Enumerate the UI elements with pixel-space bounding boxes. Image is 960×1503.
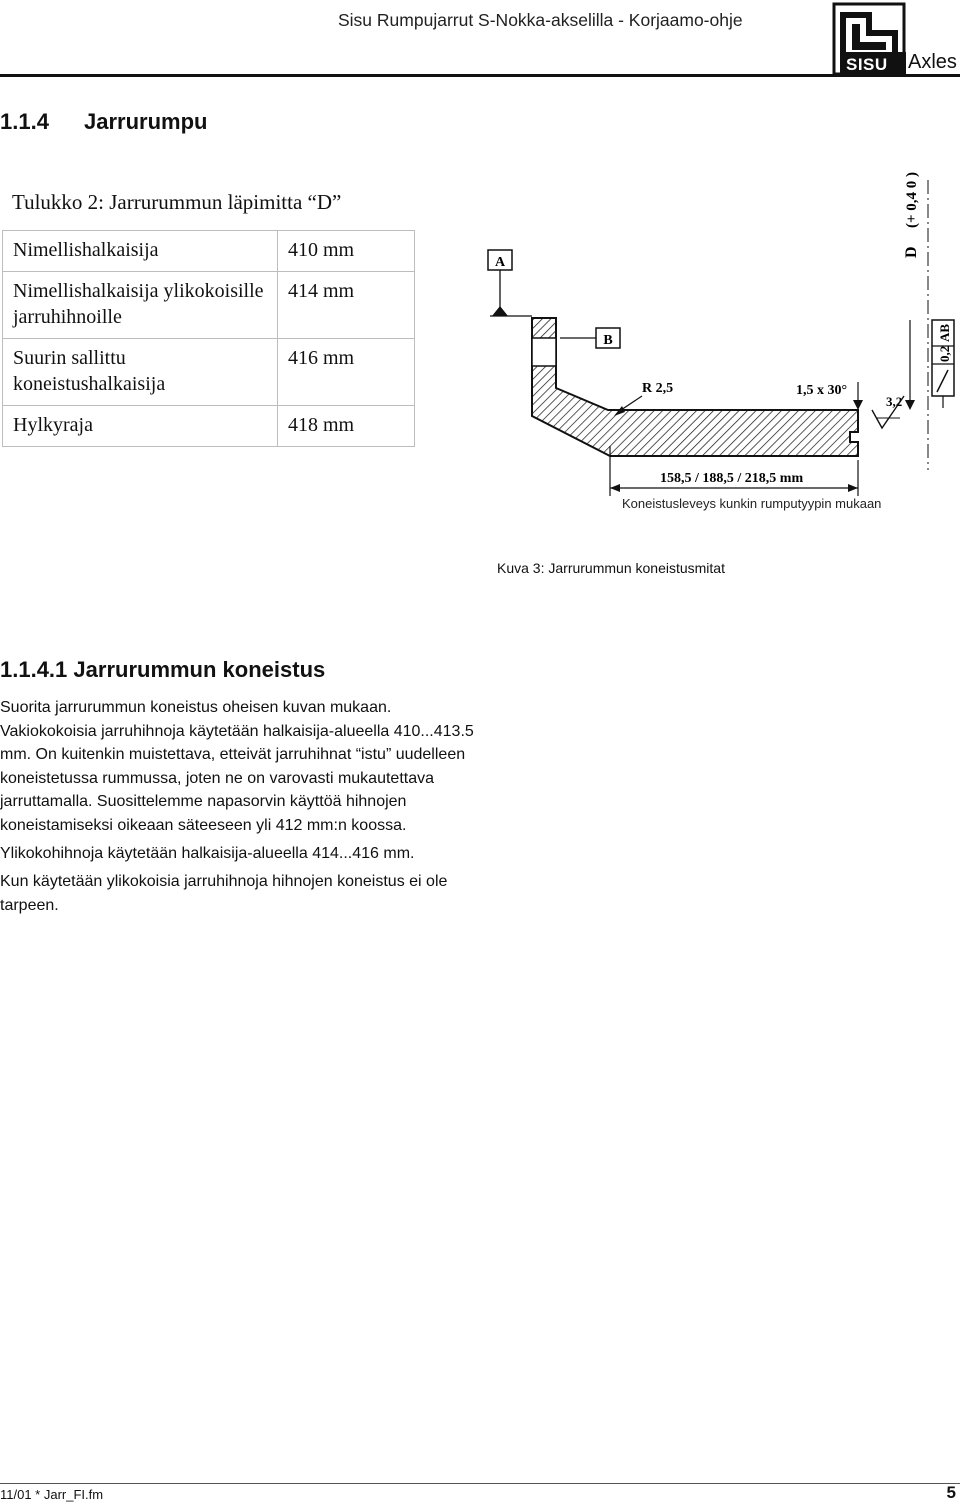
section-heading: [0, 109, 207, 135]
diameter-tolerance: (+ 0,4 0 ): [904, 171, 920, 228]
figure-caption: Kuva 3: Jarrurummun koneistusmitat: [497, 560, 725, 576]
header-divider: [0, 74, 960, 77]
footer-divider: [0, 1483, 960, 1484]
table-cell-label: Suurin sallittu koneistushalkaisija: [3, 339, 278, 406]
document-header-title: Sisu Rumpujarrut S-Nokka-akselilla - Korjaamo-ohje: [338, 10, 743, 30]
subsection-heading: [0, 657, 325, 683]
radius-callout: R 2,5: [642, 381, 674, 396]
table-title: Tulukko 2: Jarrurummun läpimitta “D”: [12, 190, 342, 214]
table-cell-label: Hylkyraja: [3, 406, 278, 447]
section-number: 1.1.4: [0, 109, 49, 134]
runout-symbol: [937, 370, 948, 392]
table-cell-value: 414 mm: [278, 272, 415, 339]
footer-document-id: 11/01 * Jarr_FI.fm: [0, 1487, 104, 1502]
table-cell-label: Nimellishalkaisija ylikokoisille jarruhihnoille: [3, 272, 278, 339]
table-row: [3, 406, 415, 447]
table-cell-value: 410 mm: [278, 231, 415, 272]
width-values: 158,5 / 188,5 / 218,5 mm: [660, 471, 804, 486]
page-number: 5: [946, 1483, 956, 1502]
brake-drum-machining-drawing: [470, 170, 960, 530]
datum-b-label: B: [603, 333, 613, 348]
diameter-table: [2, 230, 415, 447]
runout-value: 0,2: [937, 345, 952, 362]
section-title: Jarrurumpu: [84, 109, 208, 134]
body-paragraph: Suorita jarrurummun koneistus oheisen kuvan mukaan. Vakiokokoisia jarruhihnoja käytetään halkaisija-alueella 410...413.5 mm. On kuitenkin muistettava, etteivät jarruhihnat “istu” uudelleen koneistetussa rummussa, joten ne on varovasti mukautettava jarruttamalla. Suosittelemme napasorvin käyttöä hihnojen koneistamiseksi oikeaan säteeseen yli 412 mm:n koossa.: [0, 699, 474, 834]
diameter-label: D: [903, 246, 920, 258]
svg-text:SISU: SISU: [846, 55, 888, 74]
sisu-axles-logo: [832, 2, 958, 76]
svg-text:Axles: Axles: [908, 51, 957, 73]
body-paragraph: Ylikokohihnoja käytetään halkaisija-alueella 414...416 mm.: [0, 845, 415, 862]
datum-a-label: A: [494, 255, 506, 270]
body-paragraph: Kun käytetään ylikokoisia jarruhihnoja hihnojen koneistus ei ole tarpeen.: [0, 873, 448, 914]
table-row: [3, 272, 415, 339]
runout-datum-ref: AB: [937, 323, 952, 342]
table-row: [3, 231, 415, 272]
roughness-value: 3,2: [886, 394, 903, 409]
width-note: Koneistusleveys kunkin rumputyypin mukaan: [622, 496, 882, 511]
table-cell-label: Nimellishalkaisija: [3, 231, 278, 272]
table-cell-value: 416 mm: [278, 339, 415, 406]
subsection-number: 1.1.4.1: [0, 657, 68, 682]
table-row: [3, 339, 415, 406]
chamfer-callout: 1,5 x 30°: [796, 383, 848, 398]
table-cell-value: 418 mm: [278, 406, 415, 447]
subsection-title: Jarrurummun koneistus: [73, 657, 326, 682]
